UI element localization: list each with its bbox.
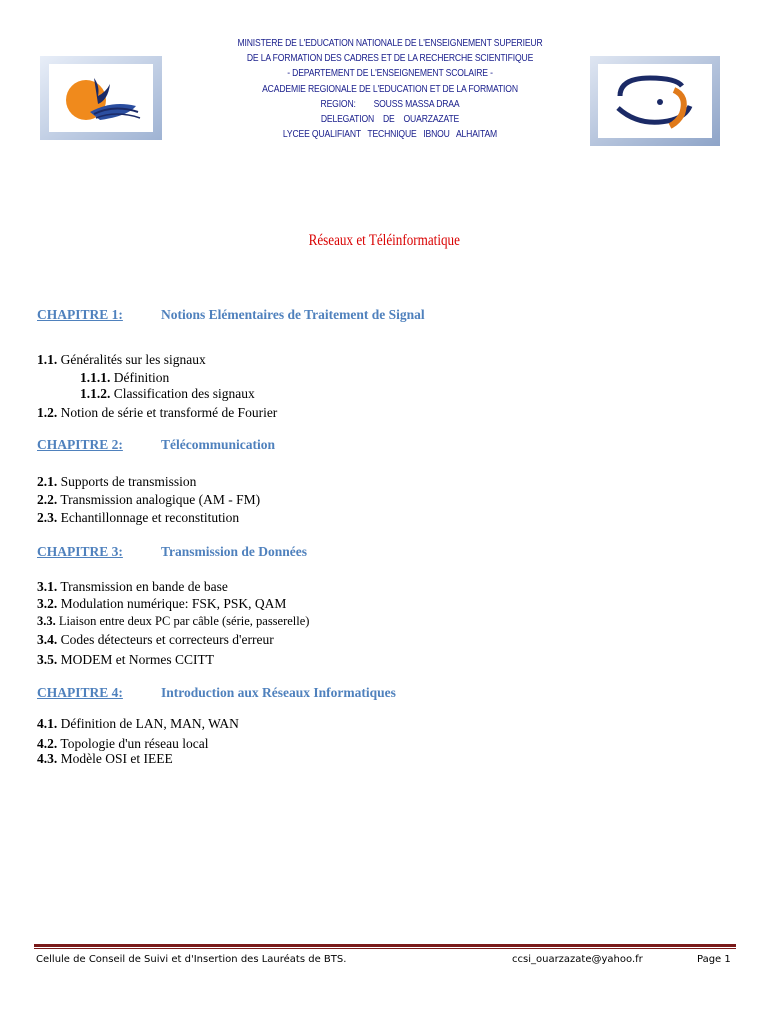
header-line: DE LA FORMATION DES CADRES ET DE LA RECHERCHE SCIENTIFIQUE [246, 52, 534, 65]
toc-item [37, 632, 274, 648]
chapter-label: CHAPITRE 3: [37, 544, 123, 559]
item-text: Transmission en bande de base [60, 579, 228, 594]
item-number: 2.3. [37, 510, 58, 525]
toc-subitem [80, 386, 255, 402]
item-number: 3.5. [37, 652, 58, 667]
chapter-label: CHAPITRE 1: [37, 307, 123, 322]
chapter-name: Introduction aux Réseaux Informatiques [161, 685, 396, 700]
chapter-heading [37, 685, 396, 701]
header-line: REGION: SOUSS MASSA DRAA [320, 97, 460, 110]
institution-header [226, 36, 554, 142]
item-number: 3.3. [37, 614, 56, 628]
toc-item [37, 736, 208, 752]
item-number: 1.1.2. [80, 386, 111, 401]
toc-item [37, 716, 239, 732]
item-text: Classification des signaux [113, 386, 255, 401]
item-number: 1.2. [37, 405, 58, 420]
item-number: 3.1. [37, 579, 58, 594]
toc-item [37, 614, 309, 629]
item-number: 2.2. [37, 492, 58, 507]
item-text: MODEM et Normes CCITT [60, 652, 214, 667]
item-text: Codes détecteurs et correcteurs d'erreur [60, 632, 274, 647]
school-logo-left [40, 56, 162, 140]
school-logo-right [590, 56, 720, 146]
item-text: Echantillonnage et reconstitution [60, 510, 240, 525]
chapter-label: CHAPITRE 2: [37, 437, 123, 452]
toc-item [37, 352, 206, 368]
header-line: ACADEMIE REGIONALE DE L'EDUCATION ET DE LA FORMATION [262, 82, 518, 95]
footer-rule [34, 944, 736, 947]
item-number: 4.1. [37, 716, 58, 731]
toc-item [37, 579, 228, 595]
footer-organization: Cellule de Conseil de Suivi et d'Insertion des Lauréats de BTS. [36, 954, 347, 965]
toc-item [37, 510, 239, 526]
document-title [0, 232, 768, 250]
footer-rule-thin [34, 948, 736, 949]
toc-item [37, 492, 260, 508]
item-text: Notion de série et transformé de Fourier [60, 405, 278, 420]
item-number: 2.1. [37, 474, 58, 489]
header-line: DELEGATION DE OUARZAZATE [320, 113, 460, 126]
item-number: 4.3. [37, 751, 58, 766]
toc-item [37, 474, 196, 490]
item-number: 4.2. [37, 736, 58, 751]
item-number: 3.4. [37, 632, 58, 647]
item-text: Liaison entre deux PC par câble (série, passerelle) [58, 614, 310, 628]
toc-item [37, 751, 173, 767]
item-text: Modèle OSI et IEEE [60, 751, 173, 766]
header-line: - DEPARTEMENT DE L'ENSEIGNEMENT SCOLAIRE - [287, 67, 493, 80]
item-text: Définition de LAN, MAN, WAN [60, 716, 239, 731]
item-text: Supports de transmission [60, 474, 197, 489]
chapter-name: Télécommunication [161, 437, 275, 452]
chapter-heading [37, 544, 307, 560]
header-line: MINISTERE DE L'EDUCATION NATIONALE DE L'ENSEIGNEMENT SUPERIEUR [237, 37, 543, 49]
item-text: Définition [113, 370, 170, 385]
footer-page-number: Page 1 [697, 954, 731, 965]
footer-email: ccsi_ouarzazate@yahoo.fr [512, 954, 643, 965]
item-text: Généralités sur les signaux [60, 352, 206, 367]
toc-item [37, 405, 277, 421]
item-number: 1.1. [37, 352, 58, 367]
chapter-name: Notions Elémentaires de Traitement de Signal [161, 307, 425, 322]
chapter-name: Transmission de Données [161, 544, 308, 559]
item-number: 3.2. [37, 596, 58, 611]
item-text: Transmission analogique (AM - FM) [60, 492, 261, 507]
item-text: Modulation numérique: FSK, PSK, QAM [60, 596, 287, 611]
toc-item [37, 652, 214, 668]
header-line: LYCEE QUALIFIANT TECHNIQUE IBNOU ALHAITAM [282, 128, 498, 141]
toc-subitem [80, 370, 169, 386]
document-title-text: Réseaux et Téléinformatique [308, 232, 460, 249]
chapter-heading [37, 307, 425, 323]
toc-item [37, 596, 286, 612]
chapter-label: CHAPITRE 4: [37, 685, 123, 700]
chapter-heading [37, 437, 275, 453]
item-number: 1.1.1. [80, 370, 111, 385]
item-text: Topologie d'un réseau local [60, 736, 209, 751]
